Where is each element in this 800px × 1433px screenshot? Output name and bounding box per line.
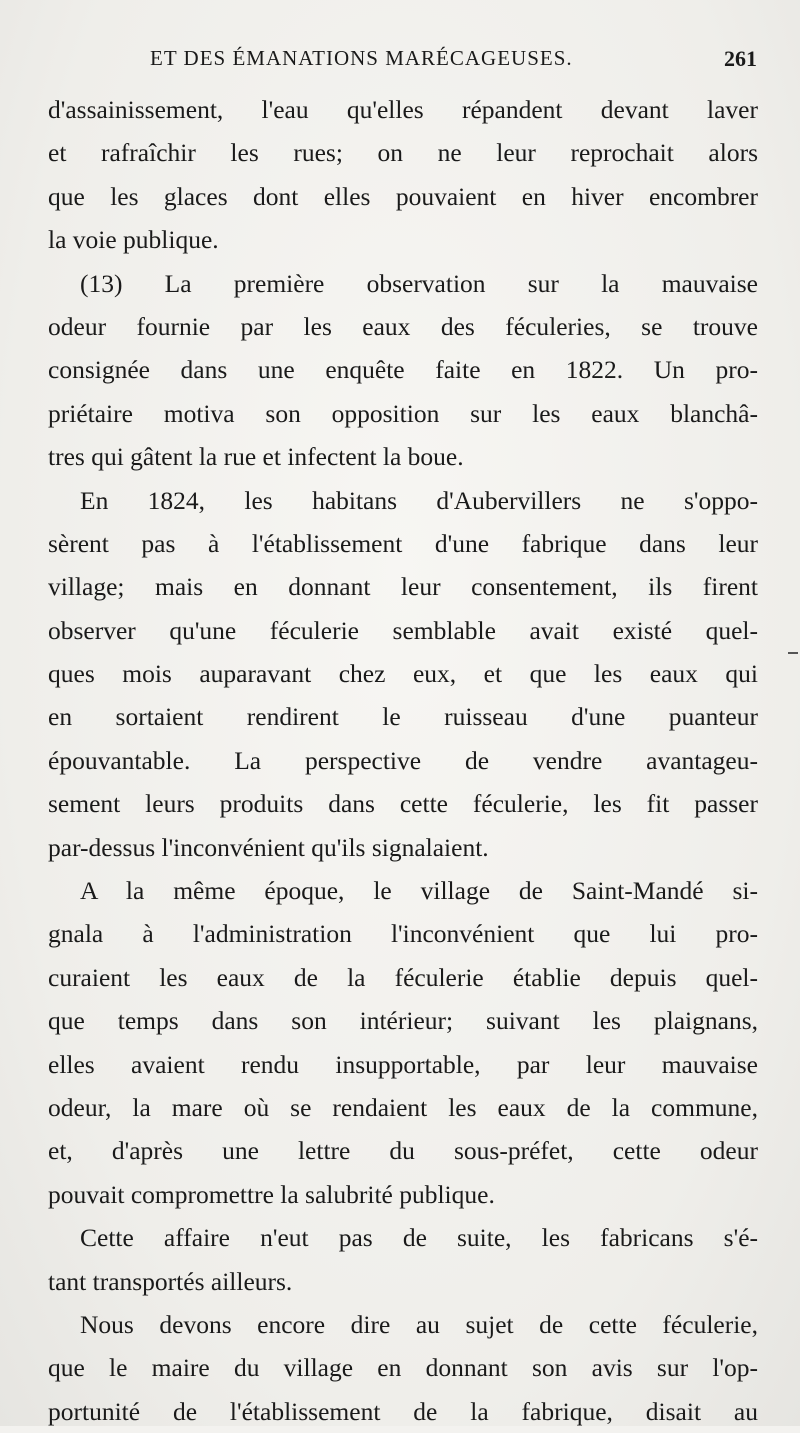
text-line: pouvait compromettre la salubrité publique. — [48, 1179, 495, 1209]
text-line: en sortaient rendirent le ruisseau d'une puanteur — [48, 702, 758, 732]
text-line: Cette affaire n'eut pas de suite, les fabricans s'é- — [80, 1223, 758, 1253]
body-text — [48, 88, 758, 1433]
text-line: elles avaient rendu insupportable, par leur mauvaise — [48, 1049, 758, 1079]
page-edge-mark — [788, 652, 798, 654]
text-line: tant transportés ailleurs. — [48, 1266, 293, 1296]
text-line: (13) La première observation sur la mauvaise — [80, 268, 758, 298]
text-line: que temps dans son intérieur; suivant les plaignans, — [48, 1006, 758, 1036]
text-line: Nous devons encore dire au sujet de cette féculerie, — [80, 1309, 758, 1339]
text-line: par-dessus l'inconvénient qu'ils signalaient. — [48, 832, 489, 862]
text-line: observer qu'une féculerie semblable avait existé quel- — [48, 615, 758, 645]
text-line: sèrent pas à l'établissement d'une fabrique dans leur — [48, 528, 758, 558]
text-line: curaient les eaux de la féculerie établie depuis quel- — [48, 962, 758, 992]
text-line: tres qui gâtent la rue et infectent la boue. — [48, 442, 464, 472]
running-head: ET DES ÉMANATIONS MARÉCAGEUSES. — [150, 46, 573, 70]
text-line: En 1824, les habitans d'Aubervillers ne s'oppo- — [80, 485, 758, 515]
text-line: gnala à l'administration l'inconvénient que lui pro- — [48, 919, 758, 949]
text-line: odeur fournie par les eaux des féculeries, se trouve — [48, 311, 758, 341]
text-line: portunité de l'établissement de la fabrique, disait au — [48, 1396, 758, 1426]
text-line: que le maire du village en donnant son avis sur l'op- — [48, 1353, 758, 1383]
text-line: odeur, la mare où se rendaient les eaux de la commune, — [48, 1092, 758, 1122]
page-header — [140, 46, 765, 76]
text-line: village; mais en donnant leur consentement, ils firent — [48, 572, 758, 602]
text-line: consignée dans une enquête faite en 1822. Un pro- — [48, 355, 758, 385]
text-line: la voie publique. — [48, 225, 219, 255]
text-line: priétaire motiva son opposition sur les eaux blanchâ- — [48, 398, 758, 428]
text-line: ques mois auparavant chez eux, et que les eaux qui — [48, 659, 758, 689]
text-line: et, d'après une lettre du sous-préfet, cette odeur — [48, 1136, 758, 1166]
text-line: et rafraîchir les rues; on ne leur reprochait alors — [48, 138, 758, 168]
text-line: sement leurs produits dans cette féculerie, les fit passer — [48, 789, 758, 819]
text-line: A la même époque, le village de Saint-Mandé si- — [80, 876, 758, 906]
page-number: 261 — [724, 46, 757, 71]
text-line: épouvantable. La perspective de vendre avantageu- — [48, 745, 758, 775]
text-line: d'assainissement, l'eau qu'elles répandent devant laver — [48, 95, 758, 124]
text-line: que les glaces dont elles pouvaient en hiver encombrer — [48, 181, 758, 211]
